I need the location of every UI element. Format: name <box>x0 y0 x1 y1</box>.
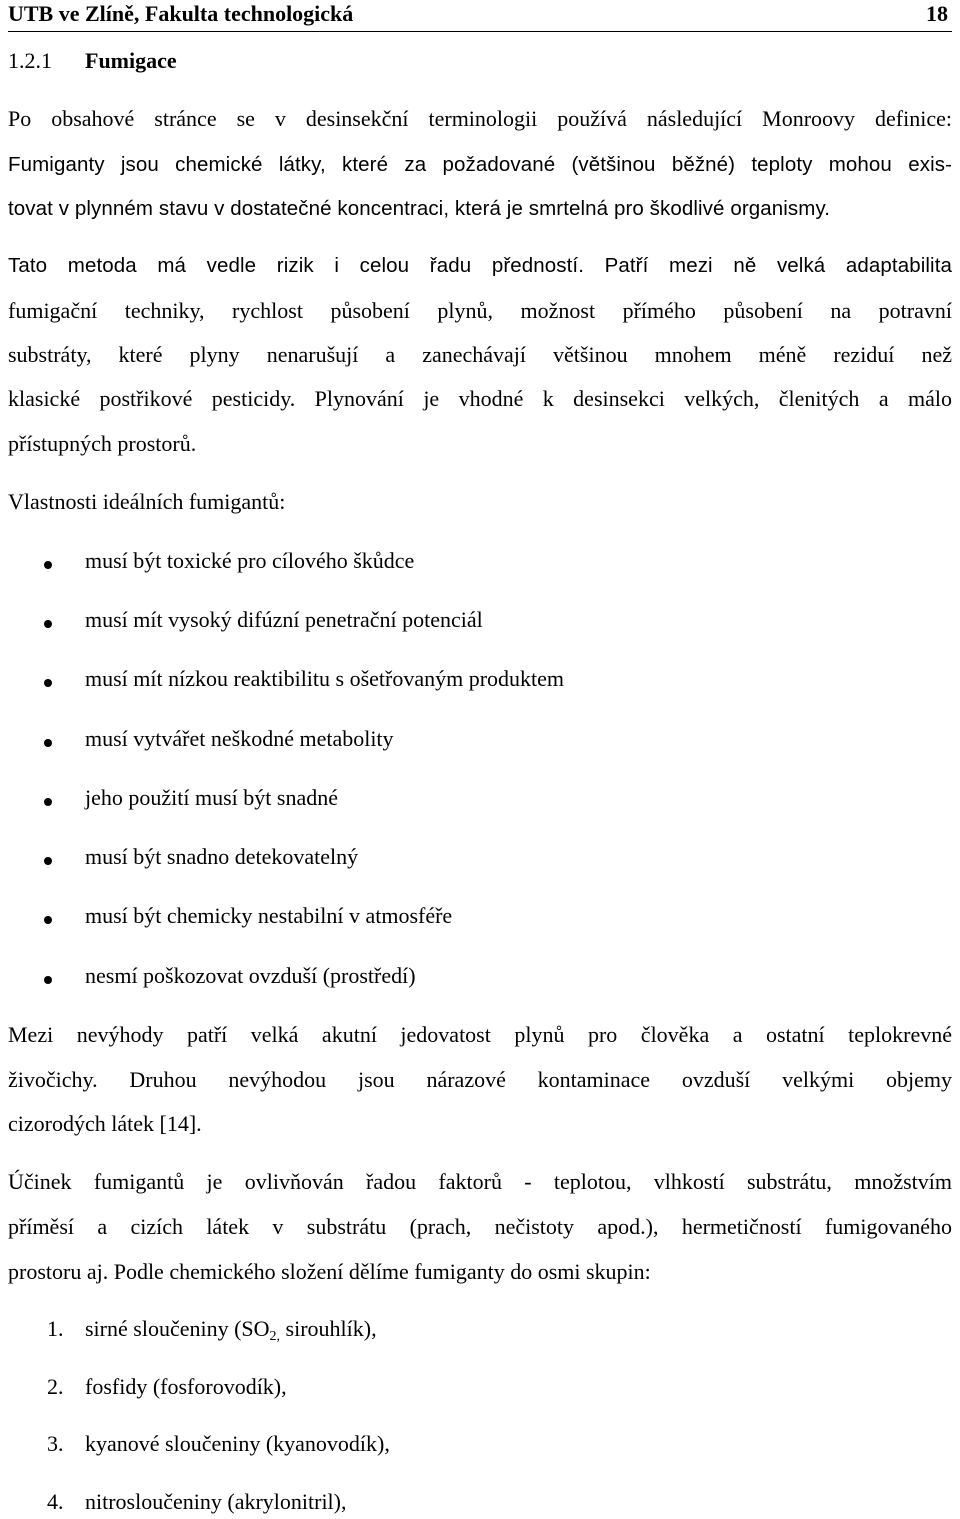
paragraph-line: Účinek fumigantů je ovlivňován řadou faktorů - teplotou, vlhkostí substrátu, množstvím <box>8 1169 952 1194</box>
list-marker: 3. <box>47 1431 64 1456</box>
paragraph-line: klasické postřikové pesticidy. Plynování je vhodné k desinsekci velkých, členitých a málo <box>8 386 952 411</box>
list-item-text: musí mít nízkou reaktibilitu s ošetřovaným produktem <box>85 666 565 691</box>
page-number: 18 <box>926 1 948 26</box>
list-marker: 1. <box>47 1316 64 1341</box>
list-marker: 2. <box>47 1374 64 1399</box>
list-item-text: kyanové sloučeniny (kyanovodík), <box>85 1431 390 1456</box>
paragraph-line: cizorodých látek [14]. <box>8 1111 202 1136</box>
bullet-icon <box>44 798 52 806</box>
paragraph-line: Po obsahové stránce se v desinsekční terminologii používá následující Monroovy definice: <box>8 106 952 131</box>
running-header-title: UTB ve Zlíně, Fakulta technologická <box>8 1 354 26</box>
section-number: 1.2.1 <box>8 48 52 73</box>
paragraph-line: přístupných prostorů. <box>8 431 197 456</box>
list-item-text: nesmí poškozovat ovzduší (prostředí) <box>85 963 416 988</box>
list-item-text: musí být toxické pro cílového škůdce <box>85 548 415 573</box>
list-item-text: jeho použití musí být snadné <box>85 785 338 810</box>
bullet-icon <box>44 561 52 569</box>
bullet-icon <box>44 976 52 984</box>
paragraph-line: prostoru aj. Podle chemického složení dělíme fumiganty do osmi skupin: <box>8 1259 651 1284</box>
list-item-text: nitrosloučeniny (akrylonitril), <box>85 1489 347 1514</box>
bullet-icon <box>44 620 52 628</box>
list-item-text: musí být snadno detekovatelný <box>85 844 359 869</box>
bullet-icon <box>44 857 52 865</box>
paragraph-line: Mezi nevýhody patří velká akutní jedovatost plynů pro člověka a ostatní teplokrevné <box>8 1022 952 1047</box>
list-item-text: sirné sloučeniny ($SO_{2,}$ sirouhlík), <box>85 1316 377 1344</box>
paragraph-line: příměsí a cizích látek v substrátu (prach, nečistoty apod.), hermetičností fumigovaného <box>8 1214 952 1239</box>
section-title: Fumigace <box>85 48 177 73</box>
properties-intro: Vlastnosti ideálních fumigantů: <box>8 489 286 514</box>
header-divider <box>8 31 952 32</box>
paragraph-line: tovat v plynném stavu v dostatečné koncentraci, která je smrtelná pro škodlivé organismy. <box>8 197 831 220</box>
paragraph-line: živočichy. Druhou nevýhodou jsou nárazové kontaminace ovzduší velkými objemy <box>8 1067 952 1092</box>
paragraph-line: substráty, které plyny nenarušují a zanechávají většinou mnohem méně reziduí než <box>8 342 952 367</box>
list-item-text: fosfidy (fosforovodík), <box>85 1374 287 1399</box>
paragraph-line: Fumiganty jsou chemické látky, které za požadované (většinou běžné) teploty mohou exis- <box>8 153 952 176</box>
bullet-icon <box>44 679 52 687</box>
bullet-icon <box>44 916 52 924</box>
bullet-icon <box>44 739 52 747</box>
list-item-text: musí mít vysoký difúzní penetrační potenciál <box>85 607 483 632</box>
list-item-text: musí být chemicky nestabilní v atmosféře <box>85 903 453 928</box>
list-item-text: musí vytvářet neškodné metabolity <box>85 726 394 751</box>
paragraph-line: Tato metoda má vedle rizik i celou řadu předností. Patří mezi ně velká adaptabilita <box>8 254 952 277</box>
paragraph-line: fumigační techniky, rychlost působení plynů, možnost přímého působení na potravní <box>8 298 952 323</box>
list-marker: 4. <box>47 1489 64 1514</box>
